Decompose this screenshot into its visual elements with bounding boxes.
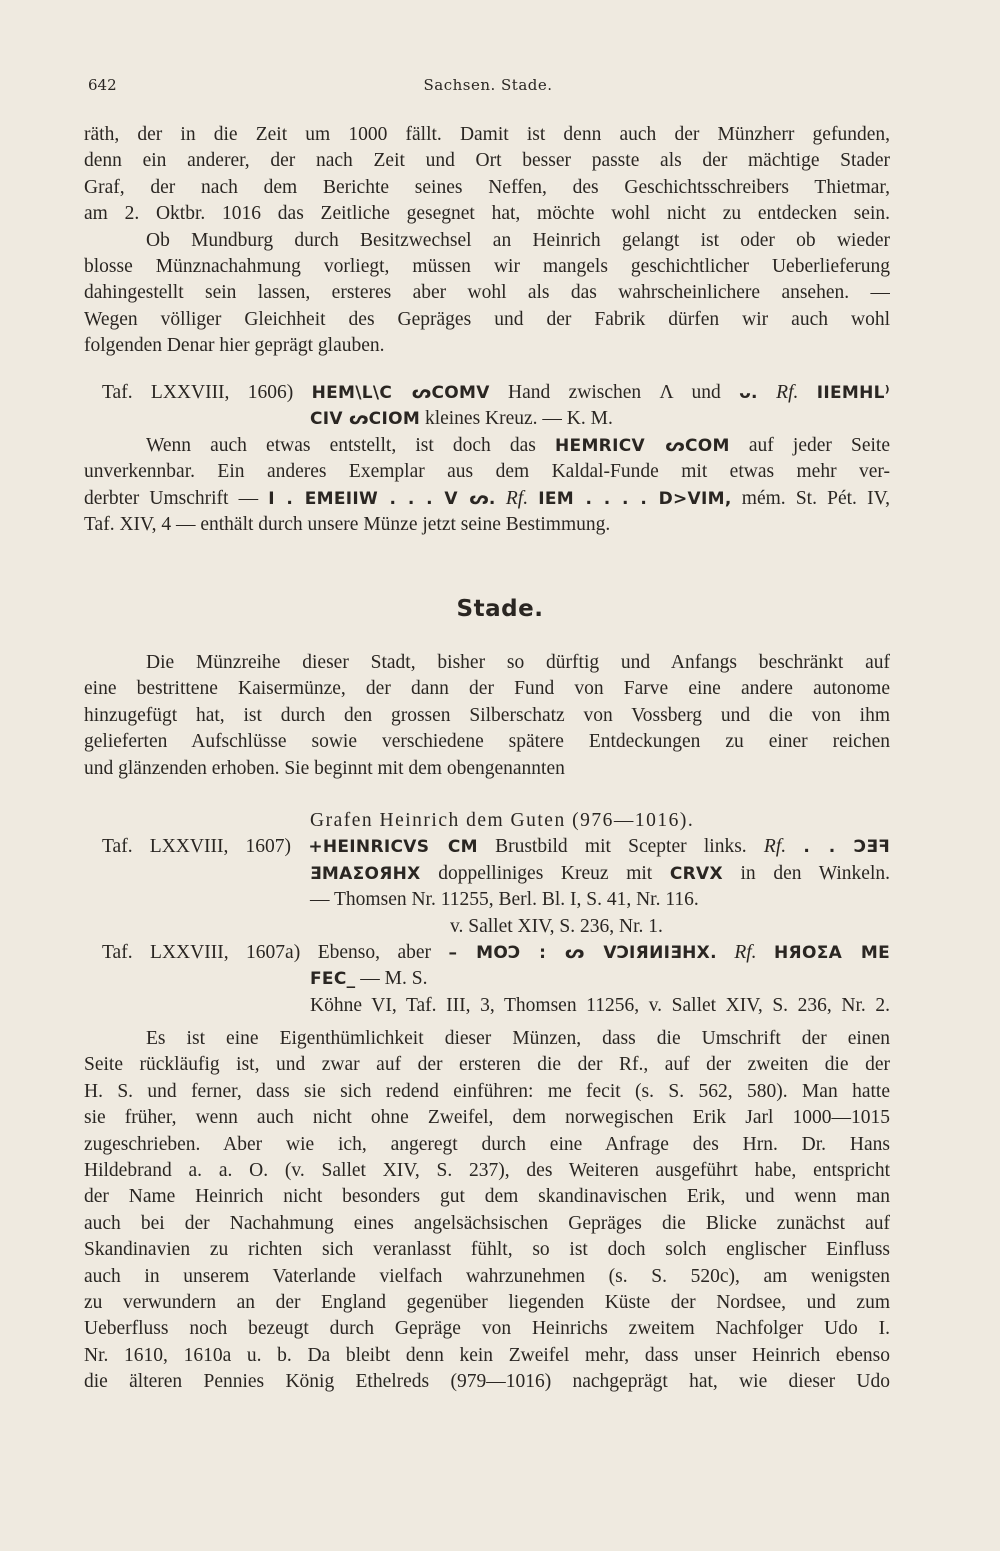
coin-legend: ᴗ. (739, 383, 758, 403)
text-run: Wenn auch etwas entstellt, ist doch das (146, 435, 536, 456)
text-line: am 2. Oktbr. 1016 das Zeitliche gesegnet hat, möchte wohl nicht zu entdecken sein. (84, 203, 890, 225)
coin-legend: CRVX (669, 863, 723, 884)
page-number: 642 (88, 76, 117, 94)
reverse-label: Rf. (763, 836, 787, 858)
coin-legend: ƎMAΣOЯHX (310, 863, 421, 884)
entry-line: v. Sallet XIV, S. 236, Nr. 1. (450, 915, 663, 937)
entry-text: Brustbild mit Scepter links. (495, 836, 747, 858)
text-line: Hildebrand a. a. O. (v. Sallet XIV, S. 237), des Weiteren ausgeführt habe, entspricht (84, 1159, 890, 1181)
section-heading: Stade. (456, 596, 544, 622)
ruler-subheading: Grafen Heinrich dem Guten (976—1016). (310, 810, 695, 831)
text-line: räth, der in die Zeit um 1000 fällt. Damit ist denn auch der Münzherr gefunden, (84, 124, 890, 145)
text-line: unverkennbar. Ein anderes Exemplar aus dem Kaldal-Funde mit etwas mehr ver- (84, 461, 890, 483)
text-line: zu verwundern an der England gegenüber liegenden Küste der Nordsee, und zum (84, 1291, 890, 1313)
catalog-entry-1606 (84, 380, 890, 433)
running-title: Sachsen. Stade. (423, 76, 553, 94)
page-header (88, 76, 888, 102)
paragraph-muenzreihe (84, 650, 890, 782)
coin-legend: I . EMEIIW . . . V ᔕ. (268, 488, 496, 509)
reverse-label: Rf. (505, 487, 529, 509)
catalog-entries-1607 (84, 808, 890, 1019)
text-line: Graf, der nach dem Berichte seines Neffen, des Geschichtsschreibers Thietmar, (84, 176, 890, 198)
coin-legend: IIEMHL⁾ (816, 383, 890, 403)
coin-legend: +HEINRICVS CM (308, 837, 478, 858)
entry-line (84, 406, 890, 432)
text-line: Taf. XIV, 4 — enthält durch unsere Münze jetzt seine Bestimmung. (84, 514, 611, 536)
text-line: folgenden Denar hier geprägt glauben. (84, 335, 385, 357)
text-line: Ueberfluss noch bezeugt durch Gepräge von Heinrichs zweitem Nachfolger Udo I. (84, 1318, 890, 1340)
entry-line (84, 940, 890, 966)
text-line: und glänzenden erhoben. Sie beginnt mit dem obengenannten (84, 757, 565, 779)
paragraph-eigenthuemlichkeit (84, 1026, 890, 1395)
entry-text: doppelliniges Kreuz mit (438, 862, 653, 884)
coin-legend: FEC_ (310, 969, 356, 990)
text-line: Ob Mundburg durch Besitzwechsel an Heinrich gelangt ist oder ob wieder (146, 229, 890, 251)
text-line: Wegen völliger Gleichheit des Gepräges und der Fabrik dürfen wir auch wohl (84, 308, 890, 330)
entry-text: in den Winkeln. (740, 862, 890, 884)
text-line: H. S. und ferner, dass sie sich redend einführen: me fecit (s. S. 562, 580). Man hatte (84, 1080, 890, 1102)
text-line: sie früher, wenn auch nicht ohne Zweifel, dem norwegischen Erik Jarl 1000—1015 (84, 1107, 890, 1129)
plate-reference: Taf. LXXVIII, 1606) (102, 382, 294, 403)
text-line: blosse Münznachahmung vorliegt, müssen wir mangels geschichtlicher Ueberlieferung (84, 255, 890, 277)
paragraph-mundburg (84, 122, 890, 360)
coin-legend: CIV ᔕCIOM (310, 409, 421, 430)
coin-legend: IEM . . . . D>VIM, (538, 488, 732, 509)
text-line: Die Münzreihe dieser Stadt, bisher so dürftig und Anfangs beschränkt auf (146, 652, 890, 673)
text-run: derbter Umschrift — (84, 487, 259, 509)
coin-legend: HEM\L\C ᔕCOMV (311, 383, 490, 403)
entry-text: kleines Kreuz. — K. M. (424, 408, 613, 430)
text-run: mém. St. Pét. IV, (741, 487, 890, 509)
entry-text: Ebenso, aber (317, 941, 432, 963)
text-line: denn ein anderer, der nach Zeit und Ort besser passte als der mächtige Stader (84, 150, 890, 172)
text-line: die älteren Pennies König Ethelreds (979—1016) nachgeprägt hat, wie dieser Udo (84, 1371, 890, 1393)
entry-line (84, 834, 890, 860)
text-line: Nr. 1610, 1610a u. b. Da bleibt denn kein Zweifel mehr, dass unser Heinrich ebenso (84, 1344, 890, 1366)
coin-legend: – MOϽ : ᔕ VϽIЯИIƎHX. (448, 942, 717, 963)
coin-legend: . . ϽƎꟻ (803, 837, 890, 858)
coin-legend: HEMRICV ᔕCOM (555, 436, 730, 456)
coin-legend: HЯOΣA ME (774, 942, 890, 963)
text-line: Seite rückläufig ist, und zwar auf der ersteren die der Rf., auf der zweiten die der (84, 1054, 890, 1076)
entry-line (84, 380, 890, 406)
text-line: Es ist eine Eigenthümlichkeit dieser Münzen, dass die Umschrift der einen (146, 1028, 890, 1049)
text-run: auf jeder Seite (748, 435, 890, 456)
entry-line (84, 966, 890, 992)
reverse-label: Rf. (776, 382, 799, 403)
text-line: auch in unserem Vaterlande vielfach wahrzunehmen (s. S. 520c), am wenigsten (84, 1265, 890, 1287)
text-line: der Name Heinrich nicht besonders gut dem skandinavischen Erik, und wenn man (84, 1186, 890, 1208)
text-line: hinzugefügt hat, ist durch den grossen Silberschatz von Vossberg und die von ihm (84, 704, 890, 726)
text-line (84, 433, 890, 459)
reverse-label: Rf. (734, 941, 757, 963)
entry-line: — Thomsen Nr. 11255, Berl. Bl. I, S. 41, Nr. 116. (310, 889, 699, 911)
entry-line: Köhne VI, Taf. III, 3, Thomsen 11256, v. Sallet XIV, S. 236, Nr. 2. (310, 994, 890, 1016)
paragraph-hemricv (84, 433, 890, 539)
text-line: dahingestellt sein lassen, ersteres aber wohl als das wahrscheinlichere ansehen. — (84, 282, 890, 304)
text-line (84, 486, 890, 512)
entry-line (84, 861, 890, 887)
text-line: eine bestrittene Kaisermünze, der dann der Fund von Farve eine andere autonome (84, 678, 890, 700)
text-line: gelieferten Aufschlüsse sowie verschiedene spätere Entdeckungen zu einer reichen (84, 731, 890, 753)
plate-reference: Taf. LXXVIII, 1607) (102, 836, 292, 858)
entry-text: — M. S. (360, 968, 428, 990)
plate-reference: Taf. LXXVIII, 1607a) (102, 941, 301, 963)
text-line: zugeschrieben. Aber wie ich, angeregt durch eine Anfrage des Hrn. Dr. Hans (84, 1133, 890, 1155)
text-line: auch bei der Nachahmung eines angelsächsischen Gepräges die Blicke zunächst auf (84, 1212, 890, 1234)
text-line: Skandinavien zu richten sich veranlasst fühlt, so ist doch solch englischer Einfluss (84, 1239, 890, 1261)
entry-text: Hand zwischen Λ und (508, 382, 721, 403)
